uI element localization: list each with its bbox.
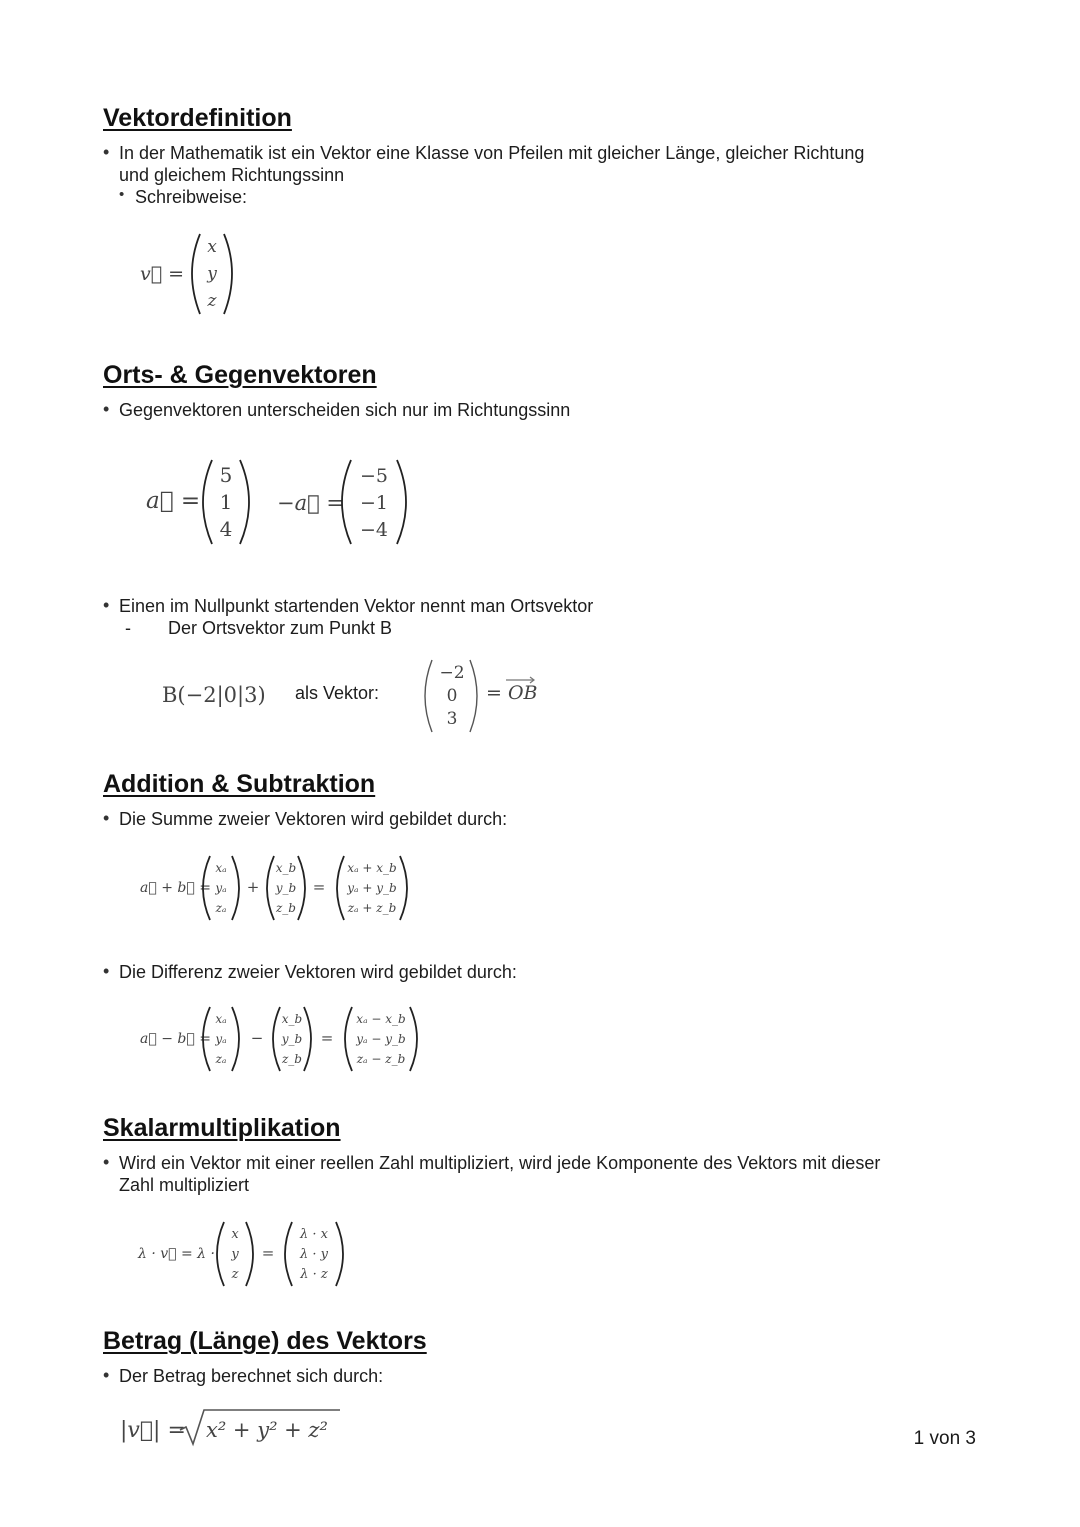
- bullet-marker: •: [103, 961, 110, 981]
- formula-lhs: λ · v⃗ = λ ·: [138, 1246, 215, 1262]
- res-y: λ · y: [300, 1247, 328, 1262]
- text-vektor-definition-cont: und gleichem Richtungssinn: [119, 165, 345, 185]
- res-x: xₐ + x_b: [347, 861, 397, 875]
- point-b: B(−2|0|3): [162, 683, 266, 707]
- text-gegenvektoren: Gegenvektoren unterscheiden sich nur im Richtungssinn: [119, 400, 571, 420]
- component-3: 4: [219, 517, 233, 541]
- b-y: y_b: [275, 881, 297, 895]
- a-y: yₐ: [215, 1032, 227, 1046]
- formula-vector-notation: [138, 228, 258, 320]
- formula-lhs: −a⃗ =: [277, 491, 344, 515]
- text-schreibweise: Schreibweise:: [135, 187, 248, 207]
- bullet-marker: •: [103, 1365, 110, 1385]
- formula-vector-ob: [420, 656, 550, 736]
- component-x: x: [207, 237, 217, 257]
- heading-betrag: Betrag (Länge) des Vektors: [103, 1327, 427, 1355]
- component-2: 0: [446, 686, 458, 706]
- operator-equals: =: [312, 878, 326, 896]
- res-y: yₐ − y_b: [356, 1032, 406, 1046]
- formula-point-b: [160, 676, 280, 712]
- operator-equals: =: [261, 1244, 275, 1262]
- b-z: z_b: [275, 901, 297, 915]
- res-z: λ · z: [300, 1267, 328, 1282]
- component-z: z: [207, 291, 217, 311]
- formula-lhs: a⃗ − b⃗ =: [140, 1031, 211, 1047]
- component-y: y: [207, 264, 217, 284]
- v-x: x: [231, 1227, 239, 1242]
- component-3: 3: [446, 709, 458, 729]
- b-y: y_b: [281, 1032, 303, 1046]
- v-y: y: [231, 1247, 239, 1262]
- formula-rhs-ob: = OB: [486, 682, 538, 704]
- res-z: zₐ + z_b: [347, 901, 397, 915]
- bullet-marker: •: [103, 142, 110, 162]
- formula-vector-neg-a: [275, 456, 415, 550]
- text-ortsvektor: Einen im Nullpunkt startenden Vektor nennt man Ortsvektor: [119, 596, 594, 616]
- operator-plus: +: [246, 878, 260, 896]
- formula-vector-magnitude: [118, 1404, 358, 1452]
- bullet-marker: •: [103, 808, 110, 828]
- formula-lhs: a⃗ =: [146, 488, 201, 514]
- a-x: xₐ: [215, 861, 227, 875]
- formula-lhs: v⃗ =: [140, 263, 185, 285]
- text-differenz: Die Differenz zweier Vektoren wird gebildet durch:: [119, 962, 517, 982]
- component-1: −5: [359, 465, 389, 487]
- dash-marker: -: [125, 618, 131, 638]
- text-skalar: Wird ein Vektor mit einer reellen Zahl multipliziert, wird jede Komponente des Vektors mit dieser: [119, 1153, 881, 1173]
- formula-scalar-multiplication: [136, 1218, 366, 1290]
- heading-vektordefinition: Vektordefinition: [103, 104, 292, 132]
- formula-lhs: a⃗ + b⃗ =: [140, 880, 211, 896]
- text-vektor-definition: In der Mathematik ist ein Vektor eine Klasse von Pfeilen mit gleicher Länge, gleicher Richtung: [119, 143, 865, 163]
- text-skalar-cont: Zahl multipliziert: [119, 1175, 250, 1195]
- text-betrag: Der Betrag berechnet sich durch:: [119, 1366, 384, 1386]
- b-x: x_b: [281, 1012, 303, 1026]
- text-als-vektor: als Vektor:: [295, 683, 380, 703]
- b-z: z_b: [281, 1052, 303, 1066]
- a-x: xₐ: [215, 1012, 227, 1026]
- operator-minus: −: [250, 1029, 264, 1047]
- res-x: λ · x: [300, 1227, 328, 1242]
- v-z: z: [231, 1267, 239, 1282]
- heading-skalarmultiplikation: Skalarmultiplikation: [103, 1114, 341, 1142]
- component-2: −1: [359, 492, 389, 514]
- bullet-marker: •: [103, 399, 110, 419]
- component-3: −4: [359, 519, 389, 541]
- heading-orts-gegenvektoren: Orts- & Gegenvektoren: [103, 361, 377, 389]
- sub-bullet-marker: •: [119, 186, 125, 203]
- b-x: x_b: [275, 861, 297, 875]
- formula-vector-sum: [138, 852, 428, 924]
- a-z: zₐ: [215, 901, 227, 915]
- a-z: zₐ: [215, 1052, 227, 1066]
- component-2: 1: [219, 490, 233, 514]
- bullet-marker: •: [103, 595, 110, 615]
- heading-addition-subtraktion: Addition & Subtraktion: [103, 770, 376, 798]
- formula-vector-difference: [138, 1003, 438, 1075]
- formula-vector-a: [144, 456, 274, 550]
- res-z: zₐ − z_b: [356, 1052, 406, 1066]
- text-ortsvektor-punkt-b: Der Ortsvektor zum Punkt B: [168, 618, 393, 638]
- res-y: yₐ + y_b: [347, 881, 397, 895]
- bullet-marker: •: [103, 1152, 110, 1172]
- res-x: xₐ − x_b: [356, 1012, 406, 1026]
- component-1: −2: [439, 663, 465, 683]
- formula-radicand: x² + y² + z²: [206, 1418, 328, 1442]
- text-summe: Die Summe zweier Vektoren wird gebildet durch:: [119, 809, 508, 829]
- operator-equals: =: [320, 1029, 334, 1047]
- page-number: 1 von 3: [913, 1428, 976, 1449]
- a-y: yₐ: [215, 881, 227, 895]
- formula-lhs: |v⃗| =: [120, 1418, 186, 1443]
- component-1: 5: [219, 463, 233, 487]
